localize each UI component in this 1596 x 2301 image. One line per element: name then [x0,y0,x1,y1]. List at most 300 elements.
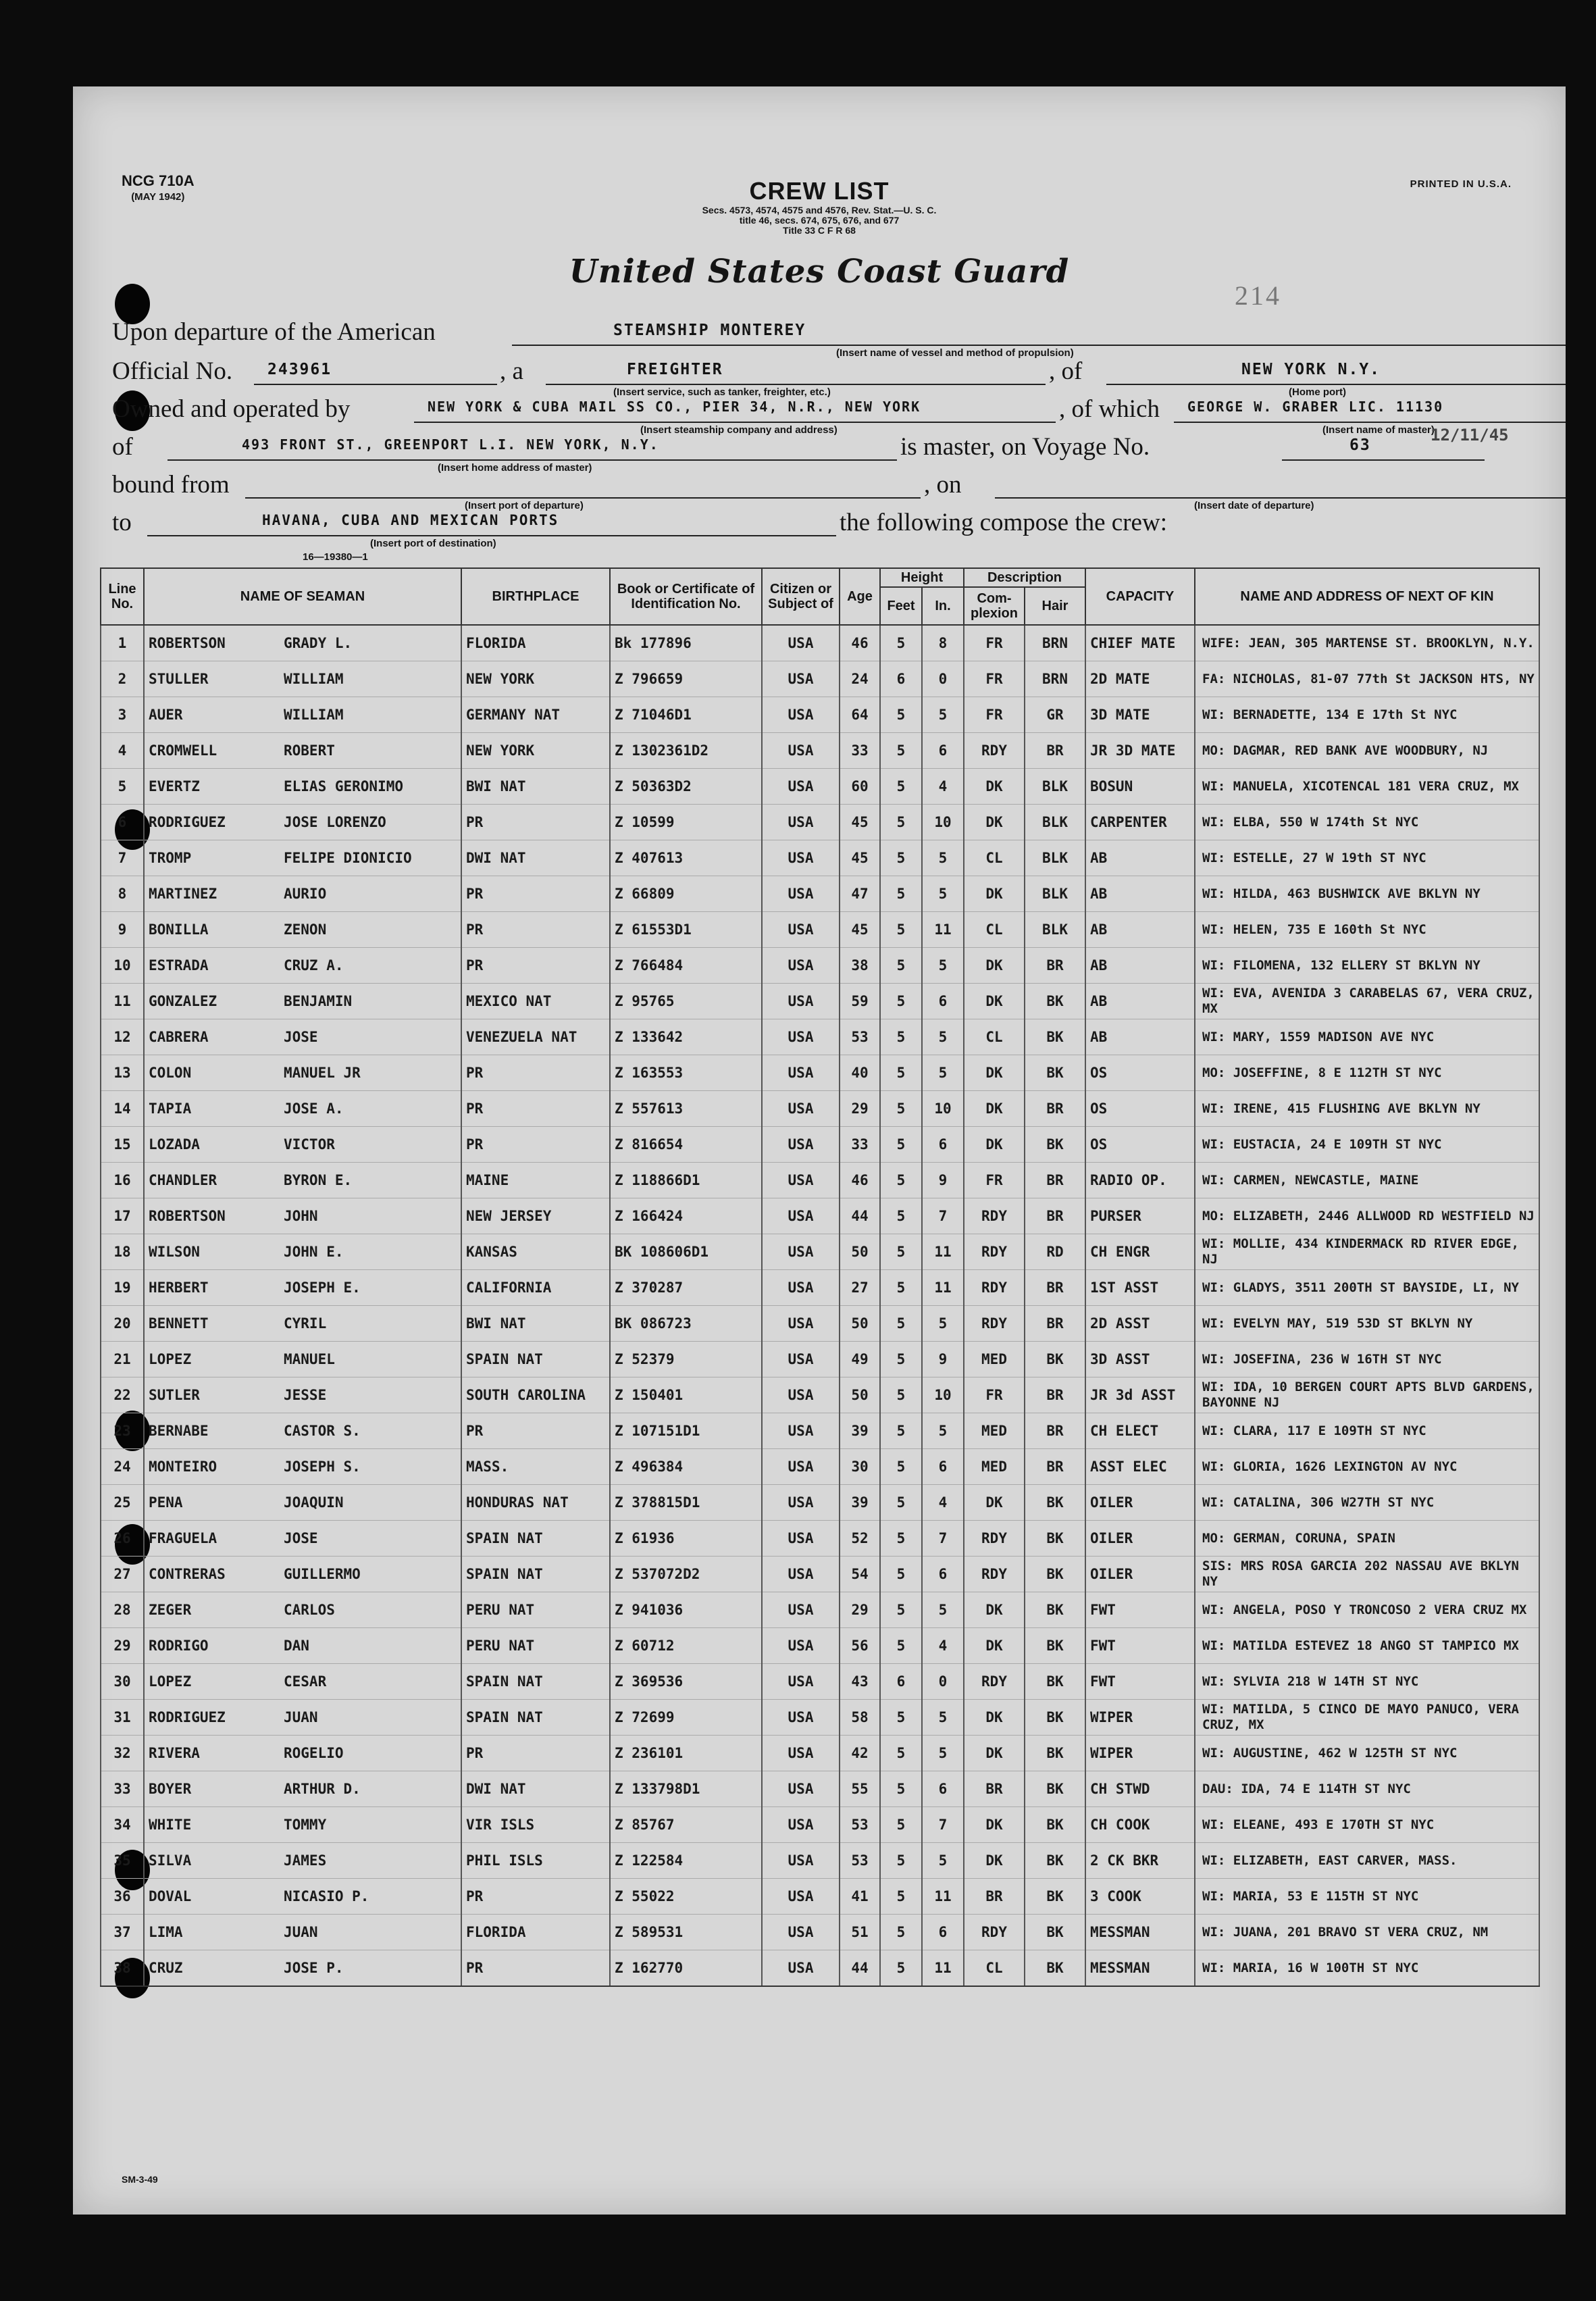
crew-line-no: 22 [101,1377,144,1413]
crew-hair: BK [1025,1700,1085,1736]
crew-name [144,1807,461,1843]
crew-height-inches: 7 [922,1807,964,1843]
crew-surname: RIVERA [149,1745,200,1761]
crew-height-inches: 0 [922,661,964,697]
crew-citizen: USA [762,733,840,769]
crew-complexion: FR [964,697,1025,733]
crew-next-of-kin: WI: CARMEN, NEWCASTLE, MAINE [1195,1163,1539,1198]
crew-line-no: 15 [101,1127,144,1163]
crew-hair: BK [1025,1807,1085,1843]
crew-height-inches: 4 [922,769,964,805]
crew-surname: PENA [149,1494,183,1511]
crew-given-name: WILLIAM [284,671,344,687]
crew-height-feet: 5 [880,948,922,984]
crew-citizen: USA [762,1342,840,1377]
crew-capacity: AB [1085,948,1195,984]
crew-capacity: OS [1085,1091,1195,1127]
crew-birthplace: SPAIN NAT [461,1521,610,1557]
crew-height-inches: 5 [922,1700,964,1736]
crew-hair: BK [1025,1019,1085,1055]
crew-height-inches: 5 [922,1843,964,1879]
crew-row [101,1163,1539,1198]
crew-complexion: RDY [964,1234,1025,1270]
crew-height-feet: 5 [880,1557,922,1592]
crew-surname: ESTRADA [149,957,209,973]
crew-age: 41 [840,1879,880,1915]
crew-name [144,1127,461,1163]
crew-row [101,1377,1539,1413]
crew-height-inches: 9 [922,1163,964,1198]
col-hair: Hair [1025,587,1085,625]
crew-birthplace: PR [461,912,610,948]
crew-row [101,1449,1539,1485]
crew-name [144,1019,461,1055]
crew-name [144,1664,461,1700]
crew-hair: BR [1025,1091,1085,1127]
crew-birthplace: SOUTH CAROLINA [461,1377,610,1413]
crew-given-name: ELIAS GERONIMO [284,778,404,794]
crew-book-no: Z 796659 [610,661,762,697]
crew-book-no: Z 150401 [610,1377,762,1413]
crew-row [101,1879,1539,1915]
crew-hair: BR [1025,1377,1085,1413]
crew-name [144,1091,461,1127]
crew-line-no: 12 [101,1019,144,1055]
crew-capacity: 3D MATE [1085,697,1195,733]
crew-name [144,1055,461,1091]
crew-complexion: DK [964,1807,1025,1843]
print-code: 16—19380—1 [303,551,368,563]
crew-complexion: DK [964,1127,1025,1163]
crew-given-name: JOSE P. [284,1960,344,1976]
crew-hair: BK [1025,1736,1085,1771]
crew-next-of-kin: FA: NICHOLAS, 81-07 77th St JACKSON HTS, NY [1195,661,1539,697]
crew-age: 42 [840,1736,880,1771]
service-hint: (Insert service, such as tanker, freighter, etc.) [613,386,831,398]
crew-capacity: CH ENGR [1085,1234,1195,1270]
crew-next-of-kin: WI: EVA, AVENIDA 3 CARABELAS 67, VERA CRUZ, MX [1195,984,1539,1019]
crew-surname: TROMP [149,850,192,866]
crew-birthplace: FLORIDA [461,625,610,661]
of-which-label: , of which [1059,395,1160,423]
crew-next-of-kin: WI: MARY, 1559 MADISON AVE NYC [1195,1019,1539,1055]
column-header-row [101,568,1539,587]
crew-name [144,1413,461,1449]
crew-book-no: Z 162770 [610,1950,762,1987]
crew-capacity: PURSER [1085,1198,1195,1234]
crew-height-inches: 11 [922,1234,964,1270]
crew-complexion: RDY [964,733,1025,769]
crew-list-form [73,86,1566,2215]
crew-book-no: Z 66809 [610,876,762,912]
col-height: Height [880,568,964,587]
crew-citizen: USA [762,1664,840,1700]
crew-complexion: BR [964,1879,1025,1915]
crew-name [144,1557,461,1592]
crew-capacity: WIPER [1085,1700,1195,1736]
crew-birthplace: NEW YORK [461,733,610,769]
form-title: CREW LIST [749,177,890,205]
crew-line-no: 23 [101,1413,144,1449]
crew-height-inches: 6 [922,1449,964,1485]
crew-capacity: CARPENTER [1085,805,1195,840]
crew-name [144,625,461,661]
col-book: Book or Certificate of Identification No. [610,568,762,625]
col-complexion: Com-plexion [964,587,1025,625]
crew-row [101,912,1539,948]
crew-citizen: USA [762,1163,840,1198]
crew-citizen: USA [762,1055,840,1091]
date-departure-hint: (Insert date of departure) [1194,500,1314,511]
home-port-field: NEW YORK N.Y. [1106,361,1566,385]
crew-complexion: MED [964,1342,1025,1377]
crew-next-of-kin: WI: BERNADETTE, 134 E 17th St NYC [1195,697,1539,733]
crew-height-feet: 5 [880,1807,922,1843]
crew-height-inches: 5 [922,1019,964,1055]
crew-birthplace: PERU NAT [461,1592,610,1628]
crew-surname: BOYER [149,1781,192,1797]
crew-row [101,1592,1539,1628]
crew-complexion: DK [964,769,1025,805]
crew-birthplace: VIR ISLS [461,1807,610,1843]
crew-surname: EVERTZ [149,778,200,794]
crew-complexion: RDY [964,1306,1025,1342]
crew-citizen: USA [762,1449,840,1485]
crew-name [144,1306,461,1342]
crew-citizen: USA [762,1198,840,1234]
crew-age: 60 [840,769,880,805]
crew-hair: BK [1025,1843,1085,1879]
crew-hair: BK [1025,1557,1085,1592]
crew-complexion: RDY [964,1270,1025,1306]
crew-capacity: OILER [1085,1521,1195,1557]
crew-line-no: 25 [101,1485,144,1521]
crew-height-feet: 5 [880,1843,922,1879]
crew-line-no: 30 [101,1664,144,1700]
crew-complexion: CL [964,1950,1025,1987]
crew-capacity: OS [1085,1055,1195,1091]
crew-birthplace: NEW JERSEY [461,1198,610,1234]
crew-book-no: Z 236101 [610,1736,762,1771]
crew-name [144,912,461,948]
crew-surname: BENNETT [149,1315,209,1332]
col-birthplace: BIRTHPLACE [461,568,610,625]
crew-hair: BRN [1025,661,1085,697]
crew-capacity: 2 CK BKR [1085,1843,1195,1879]
crew-given-name: JOAQUIN [284,1494,344,1511]
crew-height-inches: 8 [922,625,964,661]
crew-height-feet: 6 [880,661,922,697]
crew-birthplace: BWI NAT [461,1306,610,1342]
crew-row [101,876,1539,912]
crew-capacity: CH STWD [1085,1771,1195,1807]
crew-line-no: 16 [101,1163,144,1198]
crew-surname: WILSON [149,1244,200,1260]
crew-book-no: Z 61936 [610,1521,762,1557]
crew-next-of-kin: WI: SYLVIA 218 W 14TH ST NYC [1195,1664,1539,1700]
form-number-text: NCG 710A [122,172,195,189]
crew-name [144,1342,461,1377]
crew-complexion: FR [964,1377,1025,1413]
crew-line-no: 24 [101,1449,144,1485]
crew-age: 47 [840,876,880,912]
crew-next-of-kin: WI: MOLLIE, 434 KINDERMACK RD RIVER EDGE, NJ [1195,1234,1539,1270]
crew-row [101,840,1539,876]
crew-height-feet: 5 [880,1270,922,1306]
crew-complexion: DK [964,984,1025,1019]
crew-height-inches: 4 [922,1485,964,1521]
crew-given-name: ROBERT [284,742,335,759]
crew-capacity: AB [1085,1019,1195,1055]
crew-birthplace: KANSAS [461,1234,610,1270]
crew-complexion: CL [964,912,1025,948]
crew-hair: BK [1025,1485,1085,1521]
crew-name [144,1377,461,1413]
col-line-no: Line No. [101,568,144,625]
crew-book-no: Z 50363D2 [610,769,762,805]
crew-hair: BK [1025,1521,1085,1557]
crew-birthplace: PR [461,805,610,840]
crew-height-inches: 9 [922,1342,964,1377]
crew-row [101,1915,1539,1950]
crew-citizen: USA [762,769,840,805]
crew-book-no: Z 816654 [610,1127,762,1163]
on-label: , on [924,471,962,499]
crew-citizen: USA [762,1127,840,1163]
crew-surname: WHITE [149,1817,192,1833]
crew-hair: BLK [1025,876,1085,912]
crew-given-name: JOSEPH E. [284,1280,361,1296]
crew-citizen: USA [762,1557,840,1592]
home-port-hint: (Home port) [1289,386,1346,398]
crew-row [101,1413,1539,1449]
crew-surname: CHANDLER [149,1172,217,1188]
crew-row [101,1198,1539,1234]
crew-surname: MONTEIRO [149,1459,217,1475]
crew-citizen: USA [762,1628,840,1664]
crew-next-of-kin: WI: MATILDA, 5 CINCO DE MAYO PANUCO, VERA CRUZ, MX [1195,1700,1539,1736]
crew-hair: BK [1025,1664,1085,1700]
crew-book-no: Z 163553 [610,1055,762,1091]
crew-complexion: RDY [964,1198,1025,1234]
crew-hair: BK [1025,1879,1085,1915]
crew-age: 33 [840,1127,880,1163]
crew-complexion: DK [964,876,1025,912]
crew-citizen: USA [762,697,840,733]
crew-line-no: 1 [101,625,144,661]
crew-given-name: JESSE [284,1387,327,1403]
crew-height-feet: 5 [880,1377,922,1413]
crew-age: 29 [840,1592,880,1628]
crew-height-feet: 5 [880,1234,922,1270]
crew-surname: AUER [149,707,183,723]
crew-height-feet: 5 [880,1879,922,1915]
crew-rows [101,625,1539,1986]
crew-row [101,1521,1539,1557]
crew-citizen: USA [762,876,840,912]
crew-book-no: Z 496384 [610,1449,762,1485]
crew-citizen: USA [762,1019,840,1055]
crew-hair: BLK [1025,912,1085,948]
crew-capacity: FWT [1085,1628,1195,1664]
crew-height-inches: 5 [922,1413,964,1449]
crew-age: 43 [840,1664,880,1700]
crew-row [101,697,1539,733]
crew-height-inches: 6 [922,984,964,1019]
crew-line-no: 10 [101,948,144,984]
crew-given-name: WILLIAM [284,707,344,723]
crew-row [101,948,1539,984]
of-label: , of [1049,357,1083,385]
crew-capacity: 3D ASST [1085,1342,1195,1377]
crew-given-name: MANUEL JR [284,1065,361,1081]
company-hint: (Insert steamship company and address) [640,424,838,436]
crew-complexion: FR [964,661,1025,697]
crew-citizen: USA [762,840,840,876]
crew-age: 45 [840,805,880,840]
crew-next-of-kin: WI: MANUELA, XICOTENCAL 181 VERA CRUZ, MX [1195,769,1539,805]
crew-surname: HERBERT [149,1280,209,1296]
crew-age: 52 [840,1521,880,1557]
crew-surname: CRUZ [149,1960,183,1976]
statute-reference [73,205,1566,236]
crew-citizen: USA [762,1843,840,1879]
crew-height-feet: 5 [880,1163,922,1198]
crew-name [144,805,461,840]
crew-next-of-kin: WI: ANGELA, POSO Y TRONCOSO 2 VERA CRUZ MX [1195,1592,1539,1628]
crew-row [101,1664,1539,1700]
crew-name [144,1879,461,1915]
crew-book-no: Z 52379 [610,1342,762,1377]
crew-given-name: ROGELIO [284,1745,344,1761]
crew-age: 50 [840,1377,880,1413]
crew-compose-label: the following compose the crew: [840,509,1167,536]
crew-surname: LOPEZ [149,1673,192,1690]
crew-birthplace: FLORIDA [461,1915,610,1950]
crew-given-name: TOMMY [284,1817,327,1833]
crew-height-feet: 5 [880,1592,922,1628]
crew-birthplace: CALIFORNIA [461,1270,610,1306]
crew-capacity: 1ST ASST [1085,1270,1195,1306]
crew-book-no: Z 766484 [610,948,762,984]
crew-height-inches: 7 [922,1198,964,1234]
crew-birthplace: DWI NAT [461,840,610,876]
crew-book-no: Z 370287 [610,1270,762,1306]
crew-hair: BLK [1025,805,1085,840]
crew-birthplace: BWI NAT [461,769,610,805]
crew-book-no: Z 72699 [610,1700,762,1736]
crew-surname: RODRIGUEZ [149,1709,226,1725]
crew-name [144,1234,461,1270]
crew-complexion: CL [964,840,1025,876]
master-hint: (Insert name of master) [1322,424,1435,436]
crew-capacity: 3 COOK [1085,1879,1195,1915]
crew-given-name: GUILLERMO [284,1566,361,1582]
crew-height-feet: 5 [880,876,922,912]
crew-name [144,769,461,805]
departure-label: Upon departure of the American [112,318,436,346]
crew-surname: SILVA [149,1852,192,1869]
crew-birthplace: SPAIN NAT [461,1342,610,1377]
crew-row [101,1306,1539,1342]
form-date: (MAY 1942) [131,191,185,203]
crew-given-name: CESAR [284,1673,327,1690]
crew-age: 24 [840,661,880,697]
crew-age: 54 [840,1557,880,1592]
crew-book-no: Z 941036 [610,1592,762,1628]
crew-capacity: ASST ELEC [1085,1449,1195,1485]
crew-age: 58 [840,1700,880,1736]
crew-surname: MARTINEZ [149,886,217,902]
agency-name: United States Coast Guard [569,253,1070,290]
crew-given-name: JUAN [284,1709,318,1725]
crew-complexion: BR [964,1771,1025,1807]
crew-height-feet: 6 [880,1664,922,1700]
footer-code: SM-3-49 [122,2174,158,2185]
crew-height-inches: 5 [922,948,964,984]
crew-name [144,1843,461,1879]
crew-citizen: USA [762,1915,840,1950]
printed-in: PRINTED IN U.S.A. [1410,178,1512,190]
crew-row [101,1557,1539,1592]
crew-citizen: USA [762,1521,840,1557]
crew-birthplace: PERU NAT [461,1628,610,1664]
crew-surname: COLON [149,1065,192,1081]
crew-age: 53 [840,1807,880,1843]
crew-age: 39 [840,1413,880,1449]
crew-capacity: MESSMAN [1085,1950,1195,1987]
crew-birthplace: NEW YORK [461,661,610,697]
crew-book-no: Z 122584 [610,1843,762,1879]
crew-book-no: Z 118866D1 [610,1163,762,1198]
crew-hair: BR [1025,1413,1085,1449]
voyage-no-field: 63 [1282,436,1485,461]
crew-complexion: DK [964,1592,1025,1628]
crew-height-inches: 0 [922,1664,964,1700]
crew-given-name: BENJAMIN [284,993,353,1009]
crew-book-no: Z 107151D1 [610,1413,762,1449]
crew-name [144,876,461,912]
crew-hair: BR [1025,1198,1085,1234]
crew-next-of-kin: WI: MARIA, 53 E 115TH ST NYC [1195,1879,1539,1915]
crew-birthplace: PR [461,1879,610,1915]
crew-row [101,1485,1539,1521]
crew-age: 40 [840,1055,880,1091]
of-label-2: of [112,433,133,461]
crew-height-inches: 6 [922,733,964,769]
crew-height-feet: 5 [880,1413,922,1449]
crew-row [101,1270,1539,1306]
crew-given-name: NICASIO P. [284,1888,369,1904]
service-field: FREIGHTER [546,361,1046,385]
crew-complexion: DK [964,1628,1025,1664]
crew-line-no: 18 [101,1234,144,1270]
crew-name [144,1270,461,1306]
crew-book-no: Z 1302361D2 [610,733,762,769]
crew-given-name: AURIO [284,886,327,902]
master-address-field: 493 FRONT ST., GREENPORT L.I. NEW YORK, N.Y. [168,436,897,461]
crew-table [100,567,1540,1987]
crew-height-feet: 5 [880,697,922,733]
crew-given-name: JOHN [284,1208,318,1224]
crew-book-no: Z 55022 [610,1879,762,1915]
crew-complexion: CL [964,1019,1025,1055]
crew-age: 49 [840,1342,880,1377]
crew-next-of-kin: WI: MATILDA ESTEVEZ 18 ANGO ST TAMPICO MX [1195,1628,1539,1664]
crew-next-of-kin: WI: ELBA, 550 W 174th St NYC [1195,805,1539,840]
crew-line-no: 13 [101,1055,144,1091]
crew-height-feet: 5 [880,1055,922,1091]
